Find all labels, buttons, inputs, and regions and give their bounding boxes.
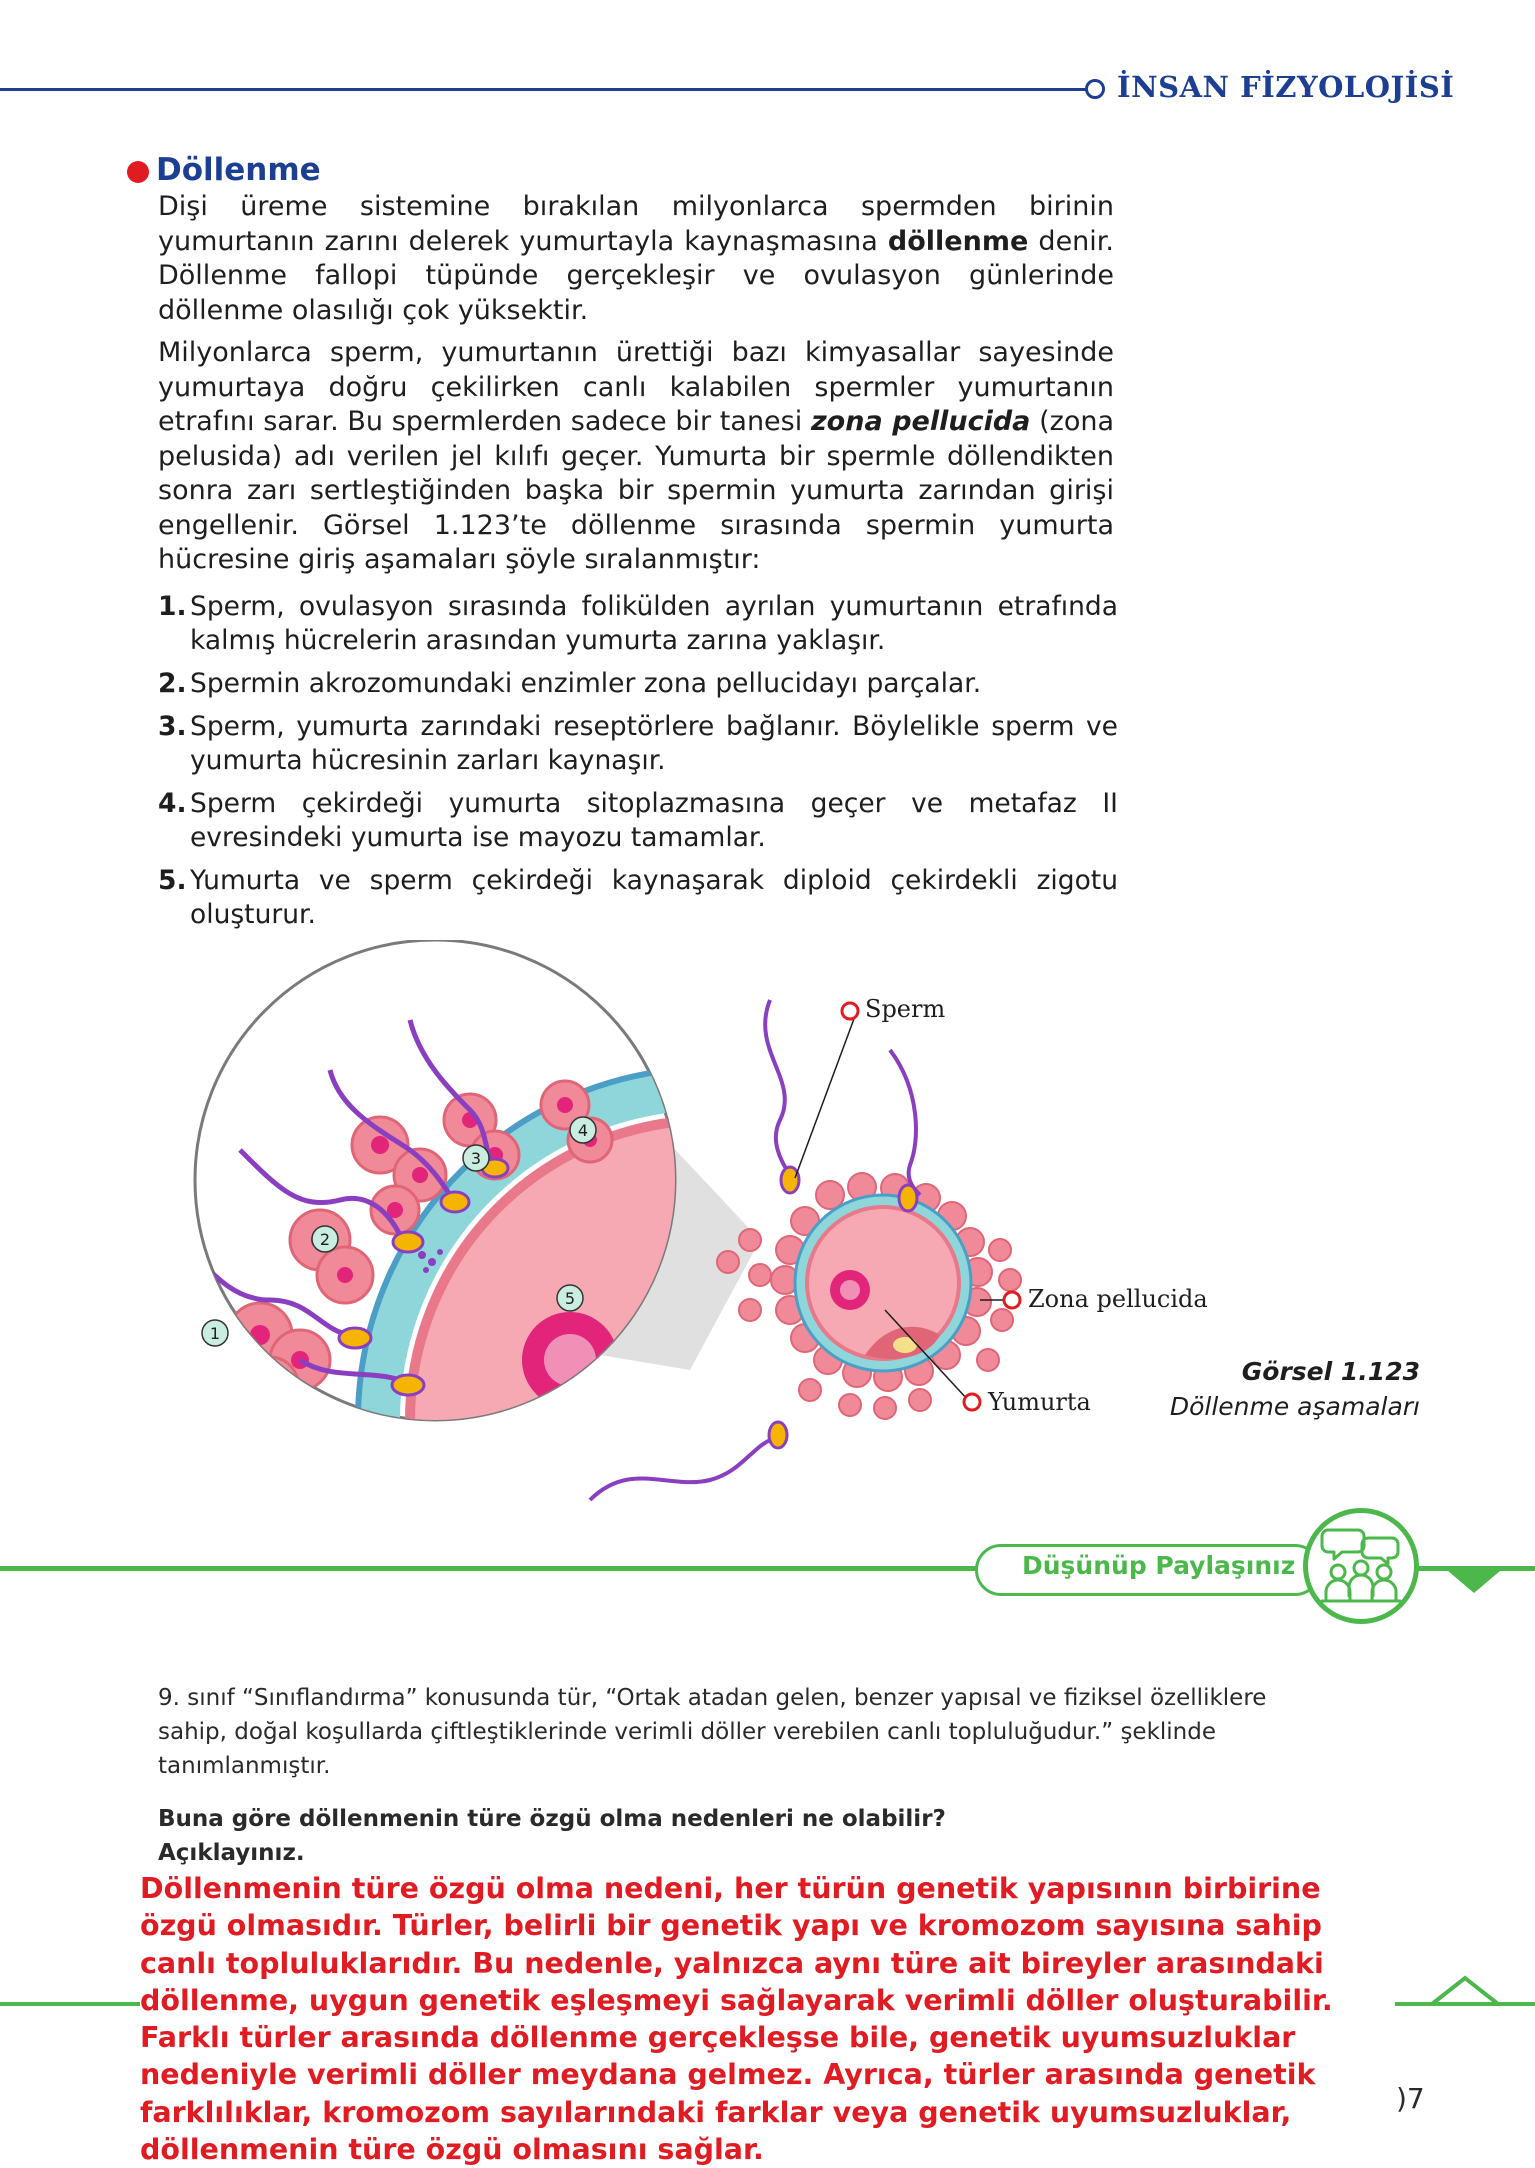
list-item bbox=[158, 590, 1118, 658]
label-sperm: Sperm bbox=[865, 995, 946, 1023]
fertilization-illustration bbox=[150, 940, 1250, 1520]
stage-marker-1 bbox=[202, 1320, 228, 1346]
page-number: )7 bbox=[1396, 2082, 1425, 2115]
paragraph-text: Milyonlarca sperm, yumurtanın ürettiği bazı kimyasallar sayesinde yumurtaya doğru çekilirken canlı kalabilen spermler yumurtanın etrafını sarar. Bu spermlerden sadece bir tanesi bbox=[158, 337, 1114, 437]
zona-label-marker-icon bbox=[1004, 1292, 1020, 1308]
step-text: Spermin akrozomundaki enzimler zona pellucidayı parçalar. bbox=[190, 668, 982, 699]
step-text: Sperm çekirdeği yumurta sitoplazmasına geçer ve metafaz II evresindeki yumurta ise mayozu tamamlar. bbox=[190, 788, 1118, 853]
figure-caption-text: Döllenme aşamaları bbox=[1169, 1392, 1420, 1421]
stage-marker-3 bbox=[463, 1145, 489, 1171]
sperm-label-marker-icon bbox=[842, 1003, 858, 1019]
footer-rule-left bbox=[0, 2002, 140, 2006]
stage-marker-4 bbox=[570, 1117, 596, 1143]
answer-text: Döllenmenin türe özgü olma nedeni, her türün genetik yapısının birbirine özgü olmasıdır. Türler, belirli bir genetik yapı ve kromozom sayısına sahip canlı topluluklarıdır. Bu nedenle, yalnızca aynı türe ait bireyler arasındaki döllenme, uygun genetik eşleşmeyi sağlayarak verimli döller oluşturabilir. Farklı türler arasında döllenme gerçekleşse bile, genetik uyumsuzluklar nedeniyle verimli döller meydana gelmez. Ayrıca, türler arasında genetik farklılıklar, kromozom sayılarındaki farklar veya genetik uyumsuzluklar, döllenmenin türe özgü olmasını sağlar. bbox=[140, 1872, 1333, 2167]
figure-caption bbox=[1170, 1354, 1420, 1424]
paragraph-definition bbox=[158, 190, 1114, 328]
leader-line-sperm bbox=[795, 1008, 858, 1178]
list-item bbox=[158, 667, 1118, 701]
step-number: 1. bbox=[158, 591, 187, 622]
svg-text:3: 3 bbox=[470, 1149, 482, 1168]
step-text: Yumurta ve sperm çekirdeği kaynaşarak diploid çekirdekli zigotu oluşturur. bbox=[190, 865, 1118, 930]
step-number: 5. bbox=[158, 865, 187, 896]
header-rule-end-icon bbox=[1085, 79, 1105, 99]
header-rule bbox=[0, 88, 1088, 91]
step-number: 4. bbox=[158, 788, 187, 819]
list-item bbox=[158, 864, 1118, 932]
svg-text:1: 1 bbox=[209, 1324, 221, 1343]
term-zona-pellucida: zona pellucida bbox=[810, 406, 1031, 437]
discussion-arrow-icon bbox=[1448, 1571, 1500, 1593]
chapter-title: İNSAN FİZYOLOJİSİ bbox=[1117, 70, 1455, 104]
step-number: 2. bbox=[158, 668, 187, 699]
step-number: 3. bbox=[158, 711, 187, 742]
svg-text:2: 2 bbox=[319, 1230, 331, 1249]
paragraph-text: Dişi üreme sistemine bırakılan milyonlarca spermden birinin yumurtanın zarını delerek yumurtayla kaynaşmasına bbox=[158, 191, 1114, 257]
svg-text:5: 5 bbox=[564, 1289, 576, 1308]
term-dollenme: döllenme bbox=[887, 225, 1029, 257]
section-bullet-icon bbox=[127, 161, 149, 183]
svg-text:4: 4 bbox=[577, 1121, 589, 1140]
discussion-question-line2: Açıklayınız. bbox=[158, 1840, 305, 1866]
paragraph-text: denir. Döllenme fallopi tüpünde gerçekleşir ve ovulasyon günlerinde döllenme olasılığı çok yüksektir. bbox=[158, 225, 1114, 326]
paragraph-text: (zona pelusida) adı verilen jel kılıfı geçer. Yumurta bir spermle döllendikten sonra zarı sertleştiğinden başka bir spermin yumurta zarından girişi engellenir. Görsel 1.123’te döllenme sırasında spermin yumurta hücresine giriş aşamaları şöyle sıralanmıştır: bbox=[158, 406, 1114, 575]
stage-marker-5 bbox=[557, 1285, 583, 1311]
list-item bbox=[158, 710, 1118, 778]
paragraph-process bbox=[158, 336, 1114, 578]
yumurta-label-marker-icon bbox=[964, 1394, 980, 1410]
label-yumurta: Yumurta bbox=[988, 1388, 1091, 1416]
step-text: Sperm, ovulasyon sırasında folikülden ayrılan yumurtanın etrafında kalmış hücrelerin arasından yumurta zarına yaklaşır. bbox=[190, 591, 1118, 656]
discussion-title: Düşünüp Paylaşınız bbox=[1022, 1551, 1296, 1580]
figure-caption-title: Görsel 1.123 bbox=[1241, 1357, 1420, 1386]
list-item bbox=[158, 787, 1118, 855]
stage-marker-2 bbox=[312, 1226, 338, 1252]
section-title: Döllenme bbox=[156, 152, 321, 188]
discussion-question-line1: Buna göre döllenmenin türe özgü olma nedenleri ne olabilir? bbox=[158, 1806, 946, 1832]
footer-chevron-icon bbox=[1430, 1972, 1500, 2008]
step-text: Sperm, yumurta zarındaki reseptörlere bağlanır. Böylelikle sperm ve yumurta hücresinin zarları kaynaşır. bbox=[190, 711, 1118, 776]
group-discussion-icon bbox=[1316, 1522, 1406, 1608]
discussion-paragraph: 9. sınıf “Sınıflandırma” konusunda tür, “Ortak atadan gelen, benzer yapısal ve fiziksel özelliklere sahip, doğal koşullarda çiftleştiklerinde verimli döller verebilen canlı topluluğudur.” şeklinde tanımlanmıştır. bbox=[158, 1685, 1267, 1779]
label-zona-pellucida: Zona pellucida bbox=[1028, 1285, 1208, 1313]
steps-list bbox=[158, 590, 1118, 941]
